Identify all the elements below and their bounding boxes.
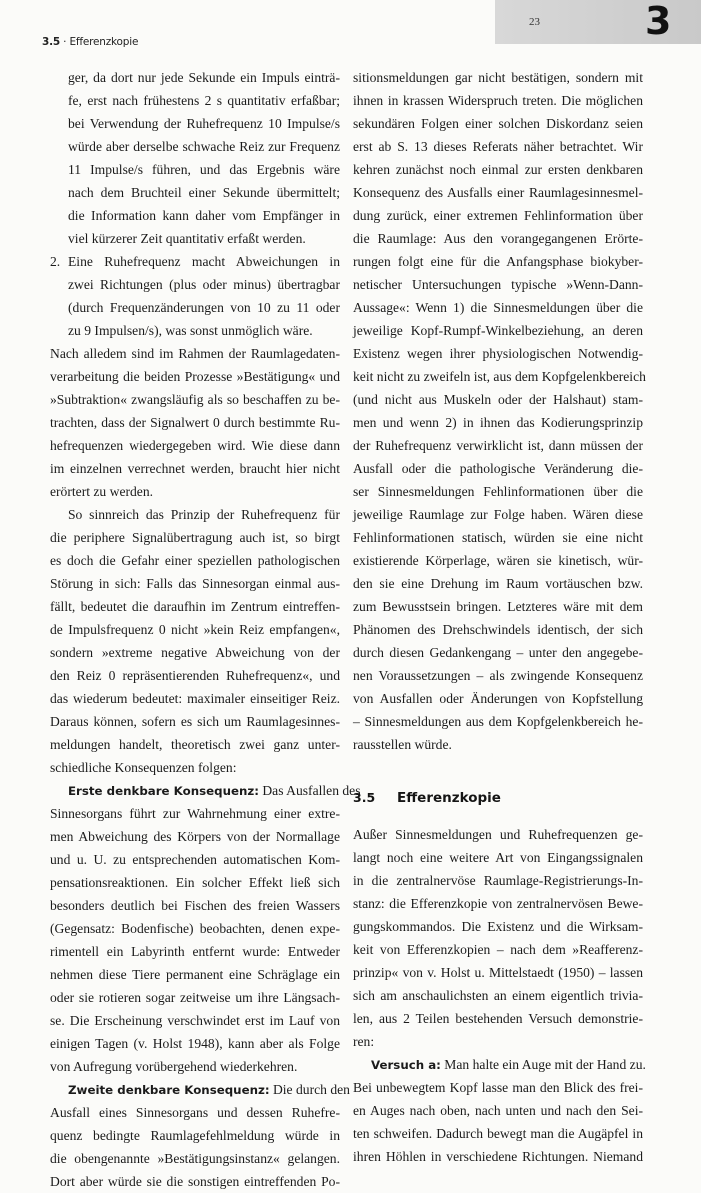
line-text: ser Sinnesmeldungen Fehlinformationen über die: [353, 484, 643, 499]
text-line: [353, 158, 643, 181]
line-text: ten schweifen. Dadurch bewegt man die Augäpfel in: [353, 1126, 643, 1141]
line-text: Störung in sich: Falls das Sinnesorgan einmal aus-: [50, 576, 340, 591]
line-text: ger, da dort nur jede Sekunde ein Impuls einträ-: [68, 70, 340, 85]
line-text: sondern »extreme negative Abweichung von der: [50, 645, 340, 660]
run-in-heading: Zweite denkbare Konsequenz:: [68, 1083, 270, 1097]
text-line: [50, 411, 340, 434]
text-line: [50, 664, 340, 687]
line-text: Ausfall eines Sinnesorgans und dessen Ruhefre-: [50, 1105, 340, 1120]
text-line: [353, 823, 643, 846]
line-text: fe, erst nach frühestens 2 s quantitativ erfaßbar;: [68, 93, 340, 108]
text-line: [353, 503, 643, 526]
page-number: 23: [529, 16, 540, 28]
running-header-section-number: 3.5: [42, 36, 61, 48]
text-line: [50, 112, 340, 135]
line-text: es doch die Gefahr einer speziellen pathologischen: [50, 553, 340, 568]
line-text: den Reiz 0 repräsentierenden Ruhefrequenz«, und: [50, 668, 340, 683]
line-text: rimentell ein Labyrinth entfernt wurde: Entweder: [50, 944, 340, 959]
list-number: 2.: [50, 254, 61, 269]
text-line: [50, 526, 340, 549]
section-heading-title: Efferenzkopie: [397, 790, 501, 806]
text-line: [50, 342, 340, 365]
line-text: Fehlinformationen statisch, würden sie eine nicht: [353, 530, 643, 545]
line-text: men und wenn 2) in ihnen das Kodierungsprinzip: [353, 415, 643, 430]
text-line: [353, 846, 643, 869]
line-text: schiedliche Konsequenzen folgen:: [50, 760, 237, 775]
text-line: [50, 1147, 340, 1170]
line-text: Existenz wegen ihrer physiologischen Notwendig-: [353, 346, 643, 361]
line-text: quenz bedingte Raumlagefehlmeldung würde in: [50, 1128, 340, 1143]
text-line: [50, 135, 340, 158]
text-line: [353, 892, 643, 915]
text-line: [50, 503, 340, 526]
line-text: Eine Ruhefrequenz macht Abweichungen in: [68, 254, 340, 269]
line-text: sich am anschaulichsten an einem eigentlich trivia-: [353, 988, 643, 1003]
line-text: das wiederum bedeutet: maximaler einseitiger Reiz.: [50, 691, 340, 706]
line-text: die obengenannte »Bestätigungsinstanz« gelangen.: [50, 1151, 340, 1166]
text-line: [50, 388, 340, 411]
text-line: [50, 204, 340, 227]
text-line: [50, 986, 340, 1009]
text-line: [50, 1078, 350, 1101]
run-in-heading: Erste denkbare Konsequenz:: [68, 784, 259, 798]
text-line: [50, 1101, 340, 1124]
line-text: netischer Untersuchungen typische »Wenn-Dann-: [353, 277, 643, 292]
line-text: den sie eine Drehung im Raum vortäuschen bzw.: [353, 576, 643, 591]
text-line: [353, 457, 643, 480]
text-line: [353, 365, 646, 388]
line-text: sitionsmeldungen gar nicht bestätigen, sondern mit: [353, 70, 643, 85]
right-column: [353, 66, 646, 1168]
text-line: [50, 89, 340, 112]
text-line: [50, 572, 340, 595]
text-line: [353, 1030, 643, 1053]
text-line: [353, 250, 643, 273]
line-text: hefrequenzen wiedergegeben wird. Wie diese dann: [50, 438, 340, 453]
line-text: len, aus 2 Teilen bestehenden Versuch demonstrie-: [353, 1011, 643, 1026]
line-text: keit nicht zu zweifeln ist, aus dem Kopfgelenkbereich: [353, 369, 646, 384]
text-line: [50, 802, 340, 825]
spacer: [353, 756, 643, 779]
line-text: jeweilige Raumlage zur Folge haben. Wären diese: [353, 507, 643, 522]
line-text: 11 Impulse/s führen, und das Ergebnis wäre: [68, 162, 340, 177]
text-line: [50, 480, 340, 503]
line-text: men Abweichung des Körpers von der Normallage: [50, 829, 340, 844]
running-header-title: Efferenzkopie: [69, 36, 139, 48]
text-line: [353, 112, 643, 135]
text-line: [50, 1170, 340, 1193]
line-text: So sinnreich das Prinzip der Ruhefrequenz für: [68, 507, 340, 522]
text-line: [353, 526, 643, 549]
text-line: [50, 1009, 340, 1032]
line-text: keit von Efferenzkopien – nach dem »Reafferenz-: [353, 942, 643, 957]
text-line: [50, 825, 340, 848]
line-text: – Sinnesmeldungen aus dem Kopfgelenkbereich he-: [353, 714, 643, 729]
line-text: besonders deutlich bei Fischen des freien Wassers: [50, 898, 340, 913]
line-text: zu 9 Impulsen/s), was sonst unmöglich wäre.: [68, 323, 313, 338]
text-line: [353, 549, 643, 572]
text-line: [50, 618, 340, 641]
text-line: [353, 664, 643, 687]
text-line: [50, 917, 340, 940]
chapter-number: 3: [645, 0, 672, 43]
line-text: Außer Sinnesmeldungen und Ruhefrequenzen ge-: [353, 827, 643, 842]
section-heading-number: 3.5: [353, 790, 376, 805]
text-line: [50, 1032, 340, 1055]
line-text: die periphere Signalübertragung auch ist, so birgt: [50, 530, 340, 545]
text-line: [50, 779, 361, 802]
running-header-separator: ·: [60, 36, 70, 48]
line-text: dung zurück, einer extremen Fehlinformation über: [353, 208, 643, 223]
text-line: [50, 549, 340, 572]
text-line: [353, 434, 643, 457]
line-text: bei Verwendung der Ruhefrequenz 10 Impulse/s: [68, 116, 340, 131]
line-text: verarbeitung die beiden Prozesse »Bestätigung« und: [50, 369, 340, 384]
line-text: Sinnesorgans führt zur Wahrnehmung einer extre-: [50, 806, 340, 821]
line-text: oder sie rotieren sogar zeitweise um ihre Längsach-: [50, 990, 340, 1005]
text-line: [353, 1053, 646, 1076]
line-text: rausstellen würde.: [353, 737, 452, 752]
line-text: erst ab S. 13 dieses Referats näher betrachtet. Wir: [353, 139, 643, 154]
text-line: [353, 227, 643, 250]
line-text: Die durch den: [269, 1082, 350, 1097]
line-text: zum Bewusstsein bringen. Letzteres wäre mit dem: [353, 599, 643, 614]
text-line: [353, 1099, 643, 1122]
line-text: langt noch eine weitere Art von Eingangssignalen: [353, 850, 643, 865]
line-text: Dort aber würde sie die sonstigen eintreffenden Po-: [50, 1174, 340, 1189]
text-line: [50, 1124, 340, 1147]
line-text: (Gegensatz: Bodenfische) beobachten, denen expe-: [50, 921, 340, 936]
run-in-heading: Versuch a:: [371, 1058, 441, 1072]
line-text: sekundären Folgen einer solchen Diskordanz seien: [353, 116, 643, 131]
text-line: [353, 1145, 643, 1168]
line-text: der Ruhefrequenz verwirklicht ist, dann müssen der: [353, 438, 643, 453]
text-line: [353, 1007, 643, 1030]
line-text: se. Die Erscheinung verschwindet erst im Lauf von: [50, 1013, 340, 1028]
text-line: [353, 572, 643, 595]
text-line: [353, 961, 643, 984]
line-text: ihren Höhlen in verschiedene Richtungen. Niemand: [353, 1149, 643, 1164]
text-line: [50, 963, 340, 986]
text-line: [50, 641, 340, 664]
text-line: [50, 687, 340, 710]
text-line: [353, 641, 643, 664]
text-line: [353, 296, 643, 319]
text-line: [353, 595, 643, 618]
line-text: kehren zunächst noch einmal zur ersten denkbaren: [353, 162, 643, 177]
text-line: [50, 595, 340, 618]
text-line: [353, 388, 643, 411]
line-text: de Impulsfrequenz 0 nicht »kein Reiz empfangen«,: [50, 622, 340, 637]
line-text: viel kürzerer Zeit quantitativ erfaßt werden.: [68, 231, 306, 246]
line-text: nach dem Bruchteil einer Sekunde übermittelt;: [68, 185, 340, 200]
line-text: Aussage«: Wenn 1) die Sinnesmeldungen über die: [353, 300, 643, 315]
line-text: ren:: [353, 1034, 375, 1049]
text-line: [353, 135, 643, 158]
line-text: en Auges nach oben, nach unten und nach den Sei-: [353, 1103, 643, 1118]
text-line: [50, 273, 340, 296]
text-line: [50, 457, 340, 480]
line-text: Bei unbewegtem Kopf lasse man den Blick des frei-: [353, 1080, 643, 1095]
line-text: stanz: die Efferenzkopie von zentralnervösen Bewe-: [353, 896, 643, 911]
line-text: (und nicht aus Muskeln oder der Halshaut) stam-: [353, 392, 643, 407]
text-line: [50, 848, 340, 871]
line-text: zwei Richtungen (plus oder minus) übertragbar: [68, 277, 340, 292]
text-line: [353, 618, 643, 641]
line-text: und u. U. zu entsprechenden automatischen Kom-: [50, 852, 340, 867]
text-line: [353, 687, 643, 710]
line-text: erörtert zu werden.: [50, 484, 154, 499]
text-line: [353, 984, 643, 1007]
text-line: [353, 480, 643, 503]
text-line: [50, 66, 340, 89]
text-line: [50, 1055, 340, 1078]
line-text: ihnen in krassen Widerspruch treten. Die möglichen: [353, 93, 643, 108]
line-text: die Raumlage: Aus den vorangegangenen Erörte-: [353, 231, 643, 246]
line-text: Nach alledem sind im Rahmen der Raumlagedaten-: [50, 346, 340, 361]
line-text: nen Voraussetzungen – als zwingende Konsequenz: [353, 668, 643, 683]
text-line: [50, 250, 340, 273]
line-text: pensationsreaktionen. Ein solcher Effekt ließ sich: [50, 875, 340, 890]
line-text: im einzelnen verrechnet werden, braucht hier nicht: [50, 461, 340, 476]
text-line: [50, 710, 340, 733]
line-text: Das Ausfallen des: [258, 783, 361, 798]
text-line: [50, 296, 340, 319]
line-text: durch diesen Gedankengang – unter den angegebe-: [353, 645, 643, 660]
text-line: [50, 733, 340, 756]
line-text: Man halte ein Auge mit der Hand zu.: [440, 1057, 646, 1072]
text-line: [353, 915, 643, 938]
text-line: [50, 871, 340, 894]
line-text: jeweilige Kopf-Rumpf-Winkelbeziehung, an deren: [353, 323, 643, 338]
line-text: »Subtraktion« zwangsläufig als so beschaffen zu be-: [50, 392, 340, 407]
text-line: [353, 938, 643, 961]
line-text: von Ausfallen oder Änderungen von Kopfstellung: [353, 691, 643, 706]
text-line: [353, 411, 643, 434]
line-text: würde aber derselbe schwache Reiz zur Frequenz: [68, 139, 340, 154]
line-text: Daraus können, sofern es sich um Raumlagesinnes-: [50, 714, 340, 729]
text-line: [353, 319, 643, 342]
text-line: [353, 733, 643, 756]
text-line: [50, 158, 340, 181]
section-heading: [353, 779, 643, 815]
text-line: [50, 227, 340, 250]
text-line: [50, 894, 340, 917]
text-line: [50, 940, 340, 963]
line-text: meldungen handelt, theoretisch zwei ganz unter-: [50, 737, 340, 752]
line-text: prinzip« von v. Holst u. Mittelstaedt (1950) – lassen: [353, 965, 643, 980]
running-header: [42, 36, 138, 48]
text-line: [353, 204, 643, 227]
line-text: (durch Frequenzänderungen von 10 zu 11 oder: [68, 300, 340, 315]
text-line: [50, 756, 340, 779]
line-text: fällt, bedeutet die daraufhin im Zentrum eintreffen-: [50, 599, 340, 614]
line-text: die Information kann daher vom Empfänger in: [68, 208, 340, 223]
text-line: [353, 869, 643, 892]
line-text: einigen Tagen (v. Holst 1948), kann aber als Folge: [50, 1036, 340, 1051]
text-line: [353, 1122, 643, 1145]
text-line: [353, 342, 643, 365]
text-line: [353, 273, 643, 296]
text-line: [353, 66, 643, 89]
text-line: [353, 710, 643, 733]
text-line: [50, 365, 340, 388]
line-text: trachten, dass der Signalwert 0 durch bestimmte Ru-: [50, 415, 340, 430]
line-text: von Aufregung vorübergehend wiederkehren.: [50, 1059, 298, 1074]
text-line: [50, 181, 340, 204]
text-line: [50, 434, 340, 457]
text-line: [50, 319, 340, 342]
line-text: gungskommandos. Die Existenz und die Wirksam-: [353, 919, 643, 934]
line-text: rungen folgt eine für die Anfangsphase biokyber-: [353, 254, 643, 269]
line-text: existierende Körperlage, wären sie kinetisch, wür-: [353, 553, 643, 568]
text-line: [353, 89, 643, 112]
text-line: [353, 1076, 643, 1099]
spacer: [353, 815, 643, 823]
line-text: Phänomen des Drehschwindels identisch, der sich: [353, 622, 643, 637]
line-text: in die zentralnervöse Raumlage-Registrierungs-In-: [353, 873, 643, 888]
line-text: Ausfall oder die pathologische Veränderung die-: [353, 461, 643, 476]
line-text: nehmen diese Tiere permanent eine Schräglage ein: [50, 967, 340, 982]
line-text: Konsequenz des Ausfalls einer Raumlagesinnesmel-: [353, 185, 643, 200]
text-line: [353, 181, 643, 204]
left-column: [50, 66, 361, 1193]
